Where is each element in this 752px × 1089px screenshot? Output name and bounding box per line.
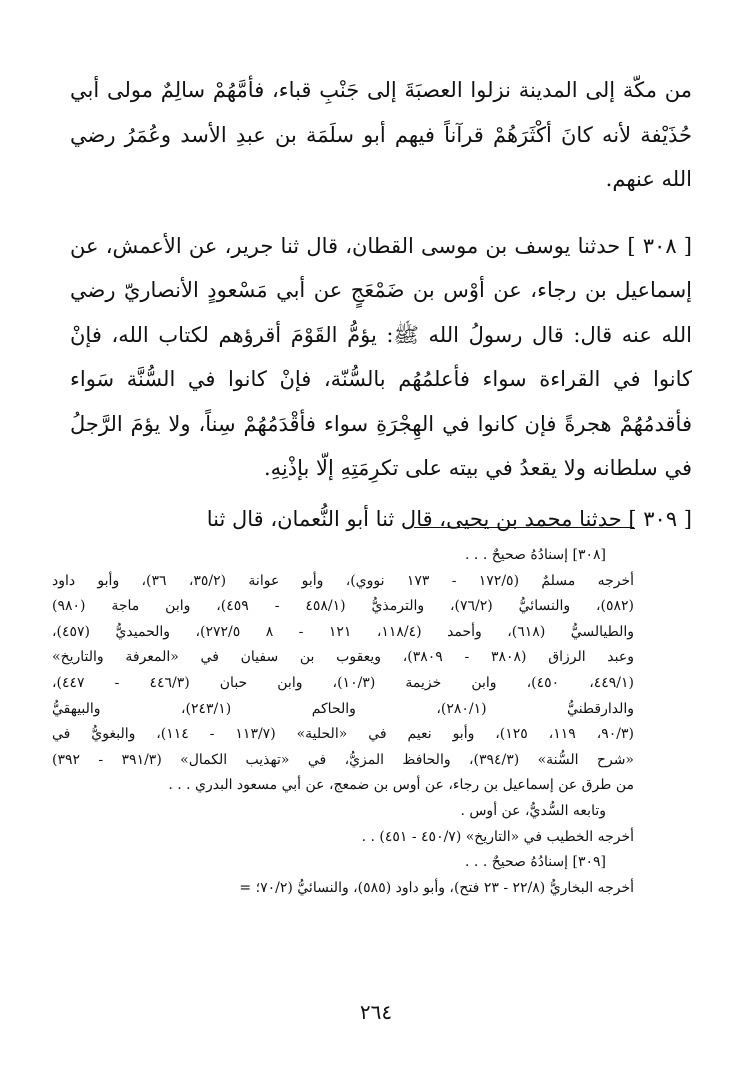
paragraph-continuation: من مكّة إلى المدينة نزلوا العصبَةَ إلى جَنْبِ قباء، فأمَّهُمْ سالِمٌ مولى أبي حُذَيْفة لأنه كانَ أكْثَرَهُمْ قرآناً فيهم أبو سلَمَة بن عبدِ الأسد وعُمَرُ رضي الله عنهم.: [70, 78, 692, 191]
footnotes: [52, 543, 634, 901]
footnote-line: من طرق عن إسماعيل بن رجاء، عن أوس بن ضمعج، عن أبي مسعود البدري . . .: [168, 777, 634, 794]
footnote-line: [٣٠٩] إسنادُهُ صحيحٌ . . .: [465, 854, 606, 871]
footnote-line: والدارقطنيُّ (٢٨٠/١)، والحاكم (٢٤٣/١)، والبيهقيُّ: [52, 700, 634, 717]
footnote-line: وعبد الرزاق (٣٨٠٨ - ٣٨٠٩)، ويعقوب بن سفيان في «المعرفة والتاريخ»: [52, 649, 634, 666]
footnote-line: (٥٨٢)، والنسائيُّ (٧٦/٢)، والترمذيُّ (٤٥٨/١ - ٤٥٩)، وابن ماجة (٩٨٠): [52, 598, 634, 615]
footnote-line: (٤٤٩/١، ٤٥٠)، وابن خزيمة (١٠/٣)، وابن حبان (٤٤٦/٣ - ٤٤٧)،: [52, 674, 634, 691]
page-number: ٢٦٤: [359, 1000, 393, 1024]
footnote-line: [٣٠٨] إسنادُهُ صحيحٌ . . .: [465, 547, 606, 563]
hadith-308: [ ٣٠٨ ] حدثنا يوسف بن موسى القطان، قال ثنا جرير، عن الأعمش، عن إسماعيل بن رجاء، عن أوْس بن ضَمْعَجٍ عن أبي مَسْعودٍ الأنصاريّ رضي الله عنه قال: قال رسولُ الله ﷺ: يؤمُّ القَوْمَ أقرؤهم لكتاب الله، فإنْ كانوا في القراءة سواء فأعلمُهُم بالسُّنّة، فإنْ كانوا في السُّنَّة سَواء فأقدمُهُمْ هجرةً فإن كانوا في الهِجْرَةِ سواء فأقْدَمُهُمْ سِناً، ولا يؤمَ الرَّجلُ في سلطانه ولا يقعدُ في بيته على تكرِمَتِهِ إلّا بإذْنِهِ.: [70, 233, 692, 480]
footnote-line: والطيالسيُّ (٦١٨)، وأحمد (١١٨/٤، ١٢١ - ٨ ٢٧٢/٥)، والحميديُّ (٤٥٧)،: [52, 623, 634, 640]
footnote-line: وتابعه السُّديُّ، عن أوس .: [460, 802, 606, 819]
footnote-divider: [414, 527, 634, 528]
footnote-line: أخرجه الخطيب في «التاريخ» (٤٥٠/٧ - ٤٥١) . .: [361, 828, 634, 845]
footnote-line: أخرجه مسلمٌ (١٧٢/٥ - ١٧٣ نووي)، وأبو عوانة (٣٥/٢، ٣٦)، وأبو داود: [52, 572, 634, 589]
footnote-line: أخرجه البخاريُّ (٢٢/٨ - ٢٣ فتح)، وأبو داود (٥٨٥)، والنسائيُّ (٧٠/٢؛ =: [239, 879, 634, 896]
hadith-309: [ ٣٠٩ ] حدثنا محمد بن يحيى، قال ثنا أبو النُّعمان، قال ثنا: [206, 506, 692, 531]
main-text: [70, 68, 692, 563]
footnote-line: (٩٠/٣، ١١٩، ١٢٥)، وأبو نعيم في «الحلية» (١١٣/٧ - ١١٤)، والبغويُّ في: [52, 726, 634, 743]
footnote-line: «شرح السُّنة» (٣٩٤/٣)، والحافظ المزيُّ، في «تهذيب الكمال» (٣٩١/٣ - ٣٩٢): [52, 751, 634, 768]
